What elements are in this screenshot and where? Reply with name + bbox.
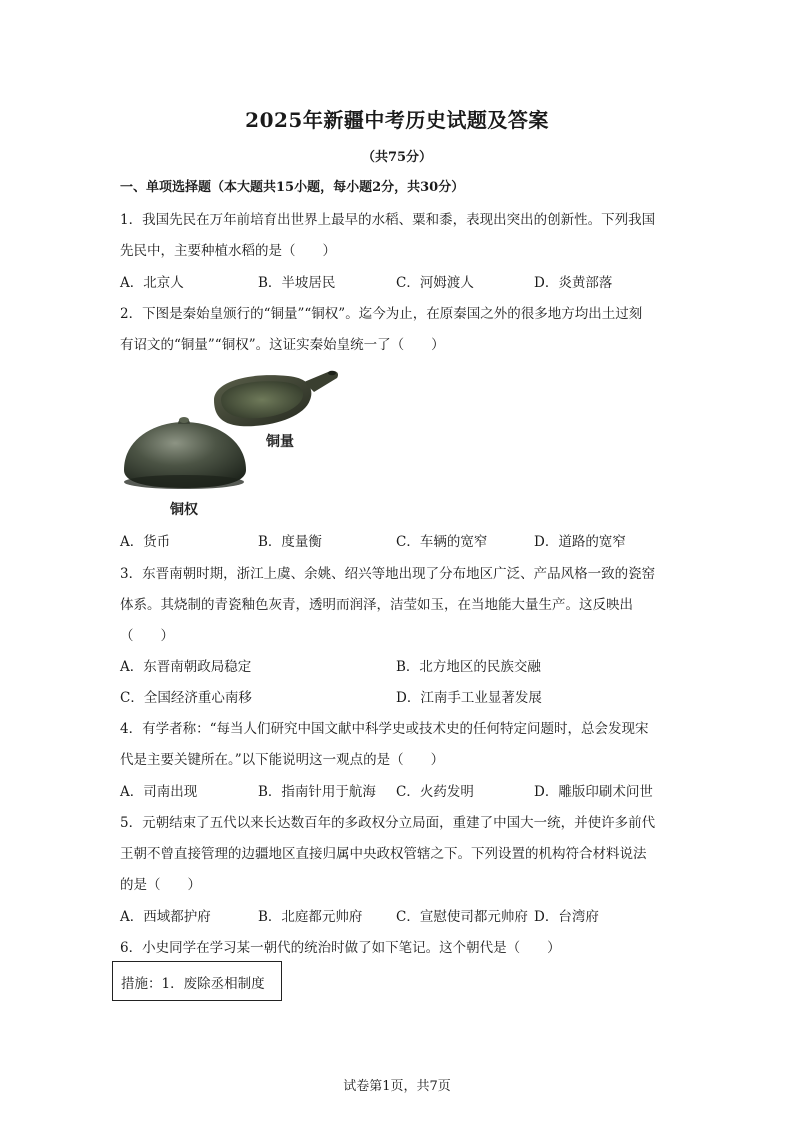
q3-option-a: A．东晋南朝政局稳定 xyxy=(120,659,252,675)
q3-text-line2: 体系。其烧制的青瓷釉色灰青，透明而润泽，洁莹如玉，在当地能大量生产。这反映出 xyxy=(120,597,633,613)
q2-option-d: D．道路的宽窄 xyxy=(534,534,626,550)
q6-text-line1: 6．小史同学在学习某一朝代的统治时做了如下笔记。这个朝代是（ ） xyxy=(120,940,561,956)
q3-option-d: D．江南手工业显著发展 xyxy=(396,690,542,706)
q2-text-line1: 2．下图是秦始皇颁行的“铜量”“铜权”。迄今为止，在原秦国之外的很多地方均出土过刻 xyxy=(120,306,643,322)
q5-text-line3: 的是（ ） xyxy=(120,877,201,893)
q6-note-box xyxy=(112,961,282,1001)
q3-option-c: C．全国经济重心南移 xyxy=(120,690,252,706)
label-bronze-weight: 铜权 xyxy=(170,501,198,517)
q3-text-line1: 3．东晋南朝时期，浙江上虞、余姚、绍兴等地出现了分布地区广泛、产品风格一致的瓷窑 xyxy=(120,566,656,582)
q5-option-d: D．台湾府 xyxy=(534,909,599,925)
q1-option-d: D．炎黄部落 xyxy=(534,275,613,291)
q1-option-a: A．北京人 xyxy=(120,275,184,291)
q2-option-c: C．车辆的宽窄 xyxy=(396,534,488,550)
q4-text-line1: 4．有学者称：“每当人们研究中国文献中科学史或技术史的任何特定问题时，总会发现宋 xyxy=(120,721,649,737)
bronze-artifacts-figure xyxy=(118,360,358,520)
bronze-artifacts-image xyxy=(118,360,358,520)
q1-option-b: B．半坡居民 xyxy=(258,275,336,291)
q2-option-a: A．货币 xyxy=(120,534,171,550)
q6-note-text: 措施：1．废除丞相制度 xyxy=(121,976,265,992)
label-bronze-measure: 铜量 xyxy=(266,433,294,449)
q4-text-line2: 代是主要关键所在。”以下能说明这一观点的是（ ） xyxy=(120,752,445,768)
bronze-weight-icon xyxy=(124,417,246,489)
q2-option-b: B．度量衡 xyxy=(258,534,322,550)
q4-option-c: C．火药发明 xyxy=(396,784,474,800)
page-footer: 试卷第1页，共7页 xyxy=(343,1079,451,1094)
q3-option-b: B．北方地区的民族交融 xyxy=(396,659,541,675)
q5-option-c: C．宣慰使司都元帅府 xyxy=(396,909,528,925)
q5-option-a: A．西域都护府 xyxy=(120,909,211,925)
page-title: 2025年新疆中考历史试题及答案 xyxy=(245,108,549,132)
q5-text-line1: 5．元朝结束了五代以来长达数百年的多政权分立局面，重建了中国大一统，并使许多前代 xyxy=(120,815,656,831)
q2-text-line2: 有诏文的“铜量”“铜权”。这证实秦始皇统一了（ ） xyxy=(120,337,445,353)
q4-option-b: B．指南针用于航海 xyxy=(258,784,376,800)
q5-option-b: B．北庭都元帅府 xyxy=(258,909,363,925)
section-heading: 一、单项选择题（本大题共15小题，每小题2分，共30分） xyxy=(120,180,465,195)
score-subtitle: （共75分） xyxy=(361,150,433,165)
q4-option-d: D．雕版印刷术问世 xyxy=(534,784,653,800)
q3-text-line3: （ ） xyxy=(120,628,174,644)
bronze-measure-icon xyxy=(214,371,338,427)
q5-text-line2: 王朝不曾直接管理的边疆地区直接归属中央政权管辖之下。下列设置的机构符合材料说法 xyxy=(120,846,647,862)
q1-option-c: C．河姆渡人 xyxy=(396,275,474,291)
q1-text-line1: 1．我国先民在万年前培育出世界上最早的水稻、粟和黍，表现出突出的创新性。下列我国 xyxy=(120,212,656,228)
q1-text-line2: 先民中，主要种植水稻的是（ ） xyxy=(120,243,336,259)
q4-option-a: A．司南出现 xyxy=(120,784,198,800)
